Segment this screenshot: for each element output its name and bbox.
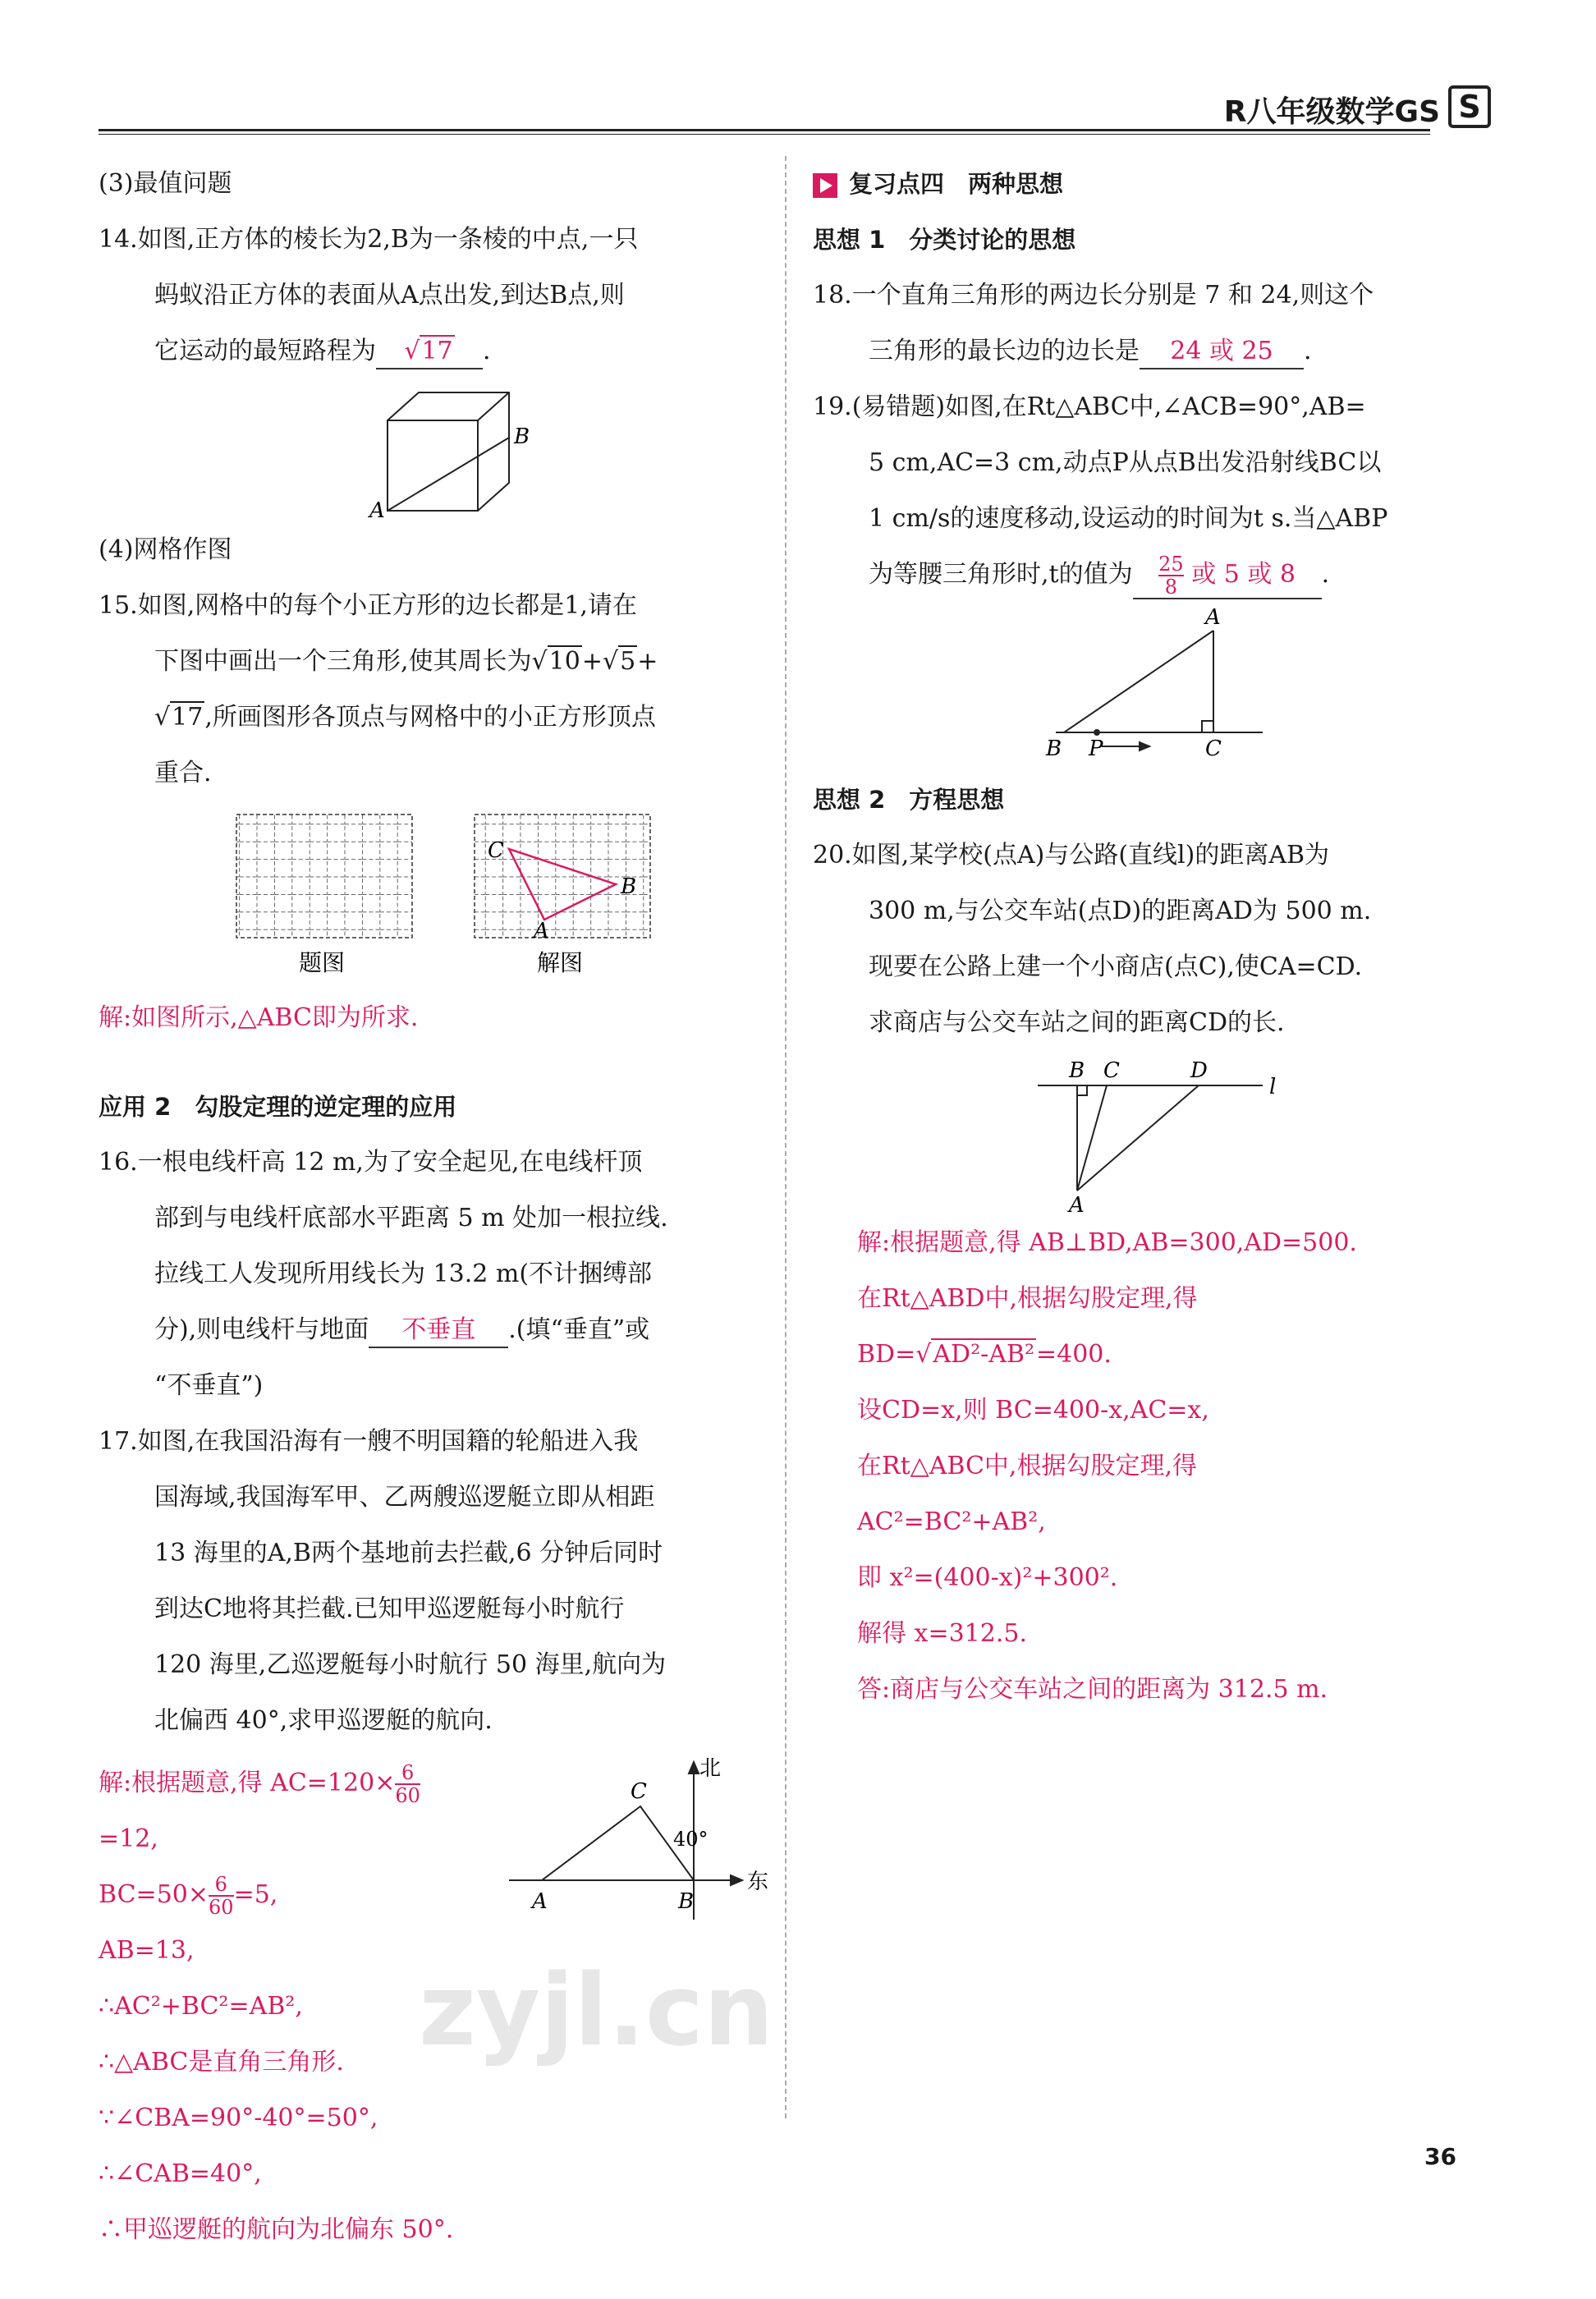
header-rule [99,129,1430,131]
solution-line: =12, [99,1824,158,1853]
brand-logo: S [1448,85,1491,128]
section-heading: (3)最值问题 [99,169,232,198]
point-c: C [1103,1058,1120,1083]
radicand: 10 [548,647,580,676]
caption-problem: 题图 [299,949,346,976]
point-a: A [532,1889,548,1914]
fraction-num: 6 [395,1762,420,1785]
fraction-den: 60 [209,1896,234,1919]
line-l: l [1269,1075,1277,1099]
solution-line: ∴△ABC是直角三角形. [99,2048,344,2076]
answer-value: 17 [421,337,453,365]
solution-line: ∵∠CBA=90°-40°=50°, [99,2104,378,2132]
q20-line: 20.如图,某学校(点A)与公路(直线l)的距离AB为 [813,841,1330,870]
q16-line: 16.一根电线杆高 12 m,为了安全起见,在电线杆顶 [99,1148,643,1177]
application-heading: 应用 2 勾股定理的逆定理的应用 [99,1093,457,1121]
q16-line: 拉线工人发现所用线长为 13.2 m(不计捆缚部 [154,1260,653,1288]
solution-line: =400. [1036,1340,1112,1369]
solution-line: BD= [857,1340,916,1369]
q20-solution: 解:根据题意,得 AB⊥BD,AB=300,AD=500. 在Rt△ABD中,根据勾股定理,得 BD=√AD²-AB²=400. 设CD=x,则 BC=400-x,AC=x, 在Rt△ABC中,根据勾股定理,得 AC²=BC²+AB², 即 x²=(400-x)²+300². 解得 x=312.5. 答:商店与公交车站之间的距离为 312.5 m. [813,1215,1479,1718]
solution-line: 答:商店与公交车站之间的距离为 312.5 m. [857,1675,1328,1704]
answer-blank: 不垂直 [369,1314,508,1348]
point-c: C [1205,737,1222,761]
question-16 [99,1135,755,1414]
triangle-figure [813,603,1479,783]
q15-line: ,所画图形各顶点与网格中的小正方形顶点 [204,703,656,732]
q17-line: 到达C地将其拦截.已知甲巡逻艇每小时航行 [154,1595,625,1623]
question-18 [813,268,1479,379]
review-heading: 复习点四 两种思想 [849,170,1064,198]
solution-line: ∴∠CAB=40°, [99,2159,262,2188]
q20-line: 求商店与公交车站之间的距离CD的长. [869,1008,1285,1037]
q17-line: 13 海里的A,B两个基地前去拦截,6 分钟后同时 [154,1539,663,1567]
grid-point-c: C [488,838,504,863]
cube-label-a: A [369,498,385,517]
angle-label: 40° [673,1828,709,1851]
q14-line: 蚂蚁沿正方体的表面从A点出发,到达B点,则 [154,281,625,310]
q18-line: 18.一个直角三角形的两边长分别是 7 和 24,则这个 [813,281,1374,310]
road-figure [813,1051,1479,1215]
q15-line: 重合. [154,759,212,787]
question-17 [99,1414,769,2258]
q19-line: 19.(易错题)如图,在Rt△ABC中,∠ACB=90°,AB= [813,392,1366,421]
answer-value: 或 5 或 8 [1191,560,1296,589]
q17-line: 国海域,我国海军甲、乙两艘巡逻艇立即从相距 [154,1483,655,1512]
q14-end: . [483,337,491,365]
q19-line: 为等腰三角形时,t的值为 [869,560,1133,589]
solution-line: ∴AC²+BC²=AB², [99,1992,303,2021]
q17-line: 120 海里,乙巡逻艇每小时航行 50 海里,航向为 [154,1650,667,1679]
q20-line: 现要在公路上建一个小商店(点C),使CA=CD. [869,952,1363,981]
q15-line: 下图中画出一个三角形,使其周长为 [154,647,532,676]
radicand: 5 [620,647,636,676]
q18-line: 三角形的最长边的边长是 [869,337,1140,365]
plus-sign: + [581,647,603,676]
point-p: P [1089,737,1103,761]
solution-line: 解得 x=312.5. [857,1619,1028,1648]
q16-line: 部到与电线杆底部水平距离 5 m 处加一根拉线. [154,1204,668,1232]
plus-sign: + [637,647,658,676]
q18-end: . [1304,337,1312,365]
solution-line: 设CD=x,则 BC=400-x,AC=x, [857,1396,1209,1425]
answer-blank: √17 [376,335,483,369]
q17-line: 北偏西 40°,求甲巡逻艇的航向. [154,1706,493,1735]
grid-point-a: A [534,919,549,943]
solution-line: ∴甲巡逻艇的航向为北偏东 50°. [99,2215,454,2244]
question-15: 15.如图,网格中的每个小正方形的边长都是1,请在 下图中画出一个三角形,使其周长为√10+√5+ √17,所画图形各顶点与网格中的小正方形顶点 重合. C A B 题图 解图 解:如图所示,△ABC即为所求. [99,578,755,1046]
answer-blank: 24 或 25 [1140,335,1304,369]
q19-line: 5 cm,AC=3 cm,动点P从点B出发沿射线BC以 [869,448,1382,477]
point-b: B [1046,737,1062,761]
solution-line: BC=50× [99,1880,209,1909]
navigation-figure [509,1755,780,1936]
radicand: 17 [172,703,204,732]
radicand: AD²-AB² [933,1340,1034,1369]
grid-point-b: B [621,874,637,899]
solution-line: AC²=BC²+AB², [857,1507,1046,1536]
point-b: B [1069,1058,1085,1083]
q14-line: 14.如图,正方体的棱长为2,B为一条棱的中点,一只 [99,225,639,254]
left-column [99,156,769,2258]
answer-blank [1133,553,1322,599]
q16-line: .(填“垂直”或 [508,1315,650,1344]
header-rule-thin [99,134,1430,135]
q19-line: 1 cm/s的速度移动,设运动的时间为t s.当△ABP [869,504,1388,533]
right-column [813,156,1479,1718]
q19-end: . [1321,560,1330,589]
play-marker-icon [813,173,837,198]
fraction-den: 8 [1164,576,1178,599]
q16-line: “不垂直”) [154,1371,264,1400]
solution-line: 即 x²=(400-x)²+300². [857,1563,1118,1592]
solution-line: =5, [233,1880,278,1909]
solution-line: 解:根据题意,得 AB⊥BD,AB=300,AD=500. [857,1228,1357,1257]
question-20 [813,828,1479,1718]
solution-line: 解:根据题意,得 AC=120× [99,1769,396,1797]
page-number: 36 [1424,2143,1456,2170]
idea-heading: 思想 2 方程思想 [813,786,1005,814]
section-heading: (4)网格作图 [99,535,232,564]
q15-line: 15.如图,网格中的每个小正方形的边长都是1,请在 [99,591,637,620]
cube-figure [99,386,755,517]
solution-line: AB=13, [99,1936,195,1965]
fraction-num: 6 [209,1874,234,1897]
grid-figures [99,806,755,1003]
point-c: C [631,1779,647,1804]
question-19 [813,379,1479,783]
fraction-num: 25 [1158,553,1184,576]
fraction-den: 60 [395,1784,420,1807]
column-divider [785,156,787,2118]
solution-line: 在Rt△ABD中,根据勾股定理,得 [857,1284,1198,1313]
cube-label-b: B [514,424,530,449]
point-b: B [678,1889,695,1914]
q20-line: 300 m,与公交车站(点D)的距离AD为 500 m. [869,897,1372,925]
point-a: A [1069,1193,1085,1215]
watermark: zyjl.cn [419,1954,774,2068]
north-label: 北 [699,1756,722,1781]
solution-line: 在Rt△ABC中,根据勾股定理,得 [857,1452,1198,1480]
idea-heading: 思想 1 分类讨论的思想 [813,226,1076,254]
q15-answer: 解:如图所示,△ABC即为所求. [99,1003,419,1032]
point-a: A [1205,605,1221,630]
question-14 [99,212,755,517]
east-label: 东 [747,1870,769,1894]
point-d: D [1190,1058,1208,1083]
q16-line: 分),则电线杆与地面 [154,1315,369,1344]
header-title: R八年级数学GS [1223,95,1440,129]
caption-solution: 解图 [537,949,584,976]
q17-line: 17.如图,在我国沿海有一艘不明国籍的轮船进入我 [99,1427,639,1456]
q14-line: 它运动的最短路程为 [154,337,376,365]
